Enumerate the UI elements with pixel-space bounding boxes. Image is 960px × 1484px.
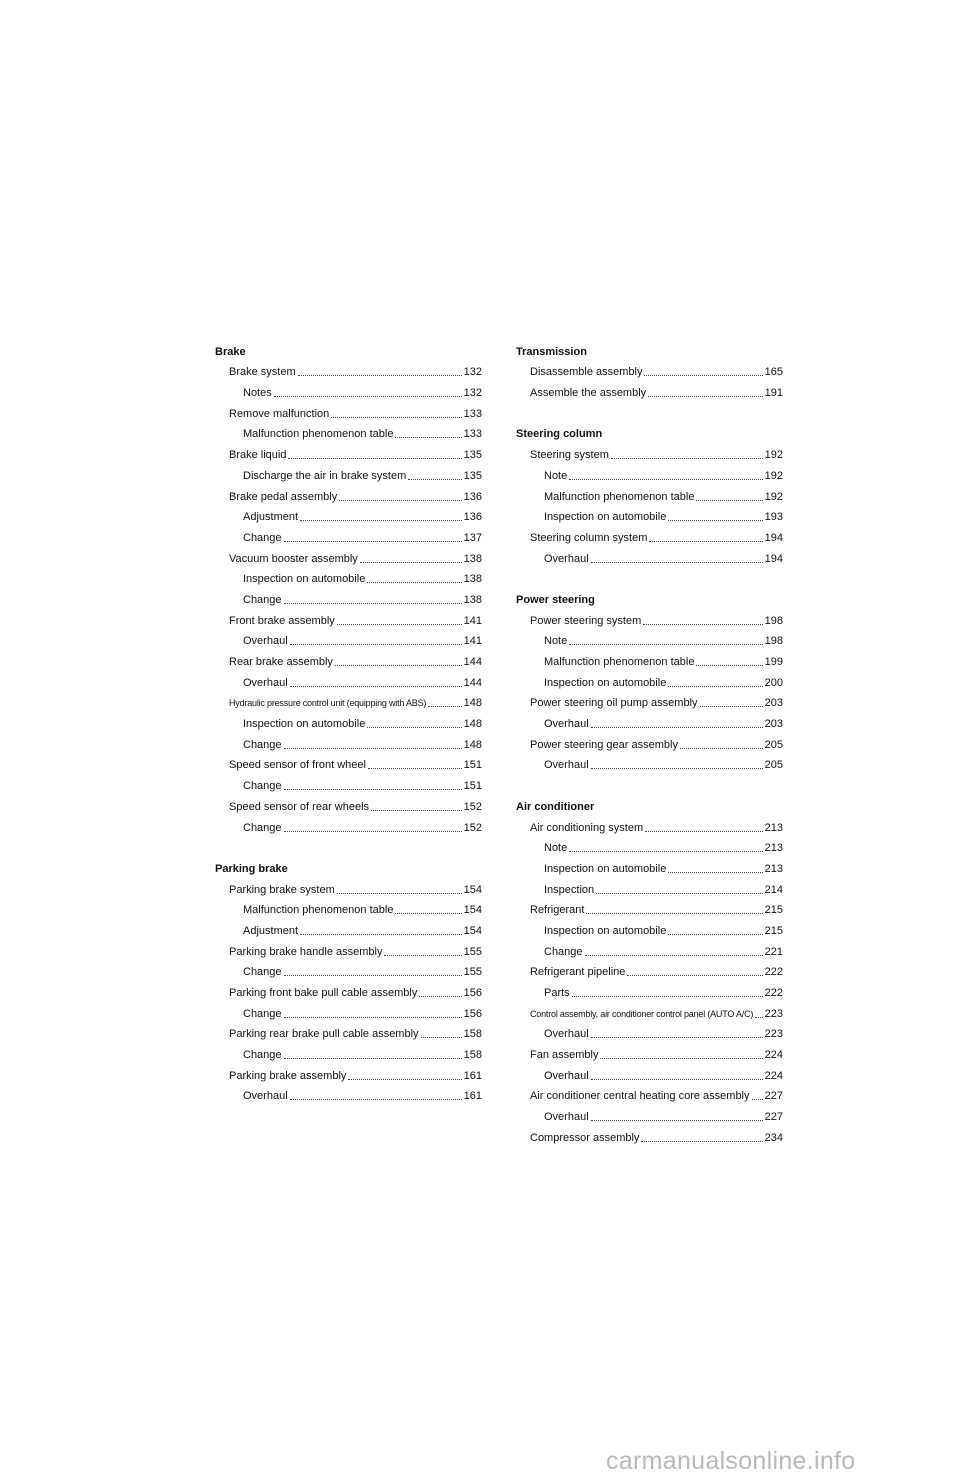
page-number: 213	[764, 821, 783, 834]
toc-entry	[516, 462, 783, 483]
dot-leader	[586, 912, 762, 914]
toc-entry	[516, 897, 783, 918]
toc-entry	[215, 1083, 482, 1104]
toc-entry	[215, 814, 482, 835]
page-number: 136	[463, 490, 482, 503]
entry-title: Compressor assembly	[530, 1131, 640, 1144]
toc-entry	[215, 710, 482, 731]
entry-title: Overhaul	[243, 676, 288, 689]
dot-leader	[300, 519, 462, 521]
entry-title: Overhaul	[243, 1090, 288, 1103]
entry-title: Parking rear brake pull cable assembly	[229, 1028, 419, 1041]
toc-entry	[215, 772, 482, 793]
toc-entry	[516, 545, 783, 566]
page-number: 203	[764, 697, 783, 710]
dot-leader	[591, 561, 763, 563]
page-number: 156	[463, 987, 482, 999]
toc-entry	[215, 607, 482, 628]
page-number: 227	[764, 1090, 783, 1103]
dot-leader	[348, 1078, 461, 1080]
page-number: 194	[764, 552, 783, 565]
toc-entry	[215, 441, 482, 462]
dot-leader	[300, 933, 462, 935]
toc-entry	[516, 855, 783, 876]
section-title: Brake	[215, 345, 246, 358]
entry-title: Inspection on automobile	[243, 573, 366, 586]
entry-title: Brake system	[229, 366, 296, 379]
dot-leader	[290, 1098, 462, 1100]
entry-title: Air conditioning system	[530, 821, 644, 834]
toc-entry	[516, 731, 783, 752]
toc-entry	[215, 752, 482, 773]
toc-section-heading	[516, 793, 783, 814]
entry-title: Change	[243, 780, 282, 793]
page-number: 199	[764, 656, 783, 668]
toc-entry	[215, 379, 482, 400]
page-number: 144	[463, 656, 482, 668]
page-number: 158	[463, 1049, 482, 1062]
toc-entry	[516, 1124, 783, 1145]
page-number: 192	[764, 490, 783, 503]
dot-leader	[649, 540, 762, 542]
entry-title: Parking brake assembly	[229, 1069, 347, 1082]
dot-leader	[611, 457, 763, 459]
toc-entry	[516, 959, 783, 980]
dot-leader	[591, 767, 763, 769]
spacer	[516, 566, 783, 587]
dot-leader	[288, 457, 461, 459]
toc-entry	[516, 607, 783, 628]
toc-entry	[516, 835, 783, 856]
page-number: 152	[463, 800, 482, 813]
toc-entry	[516, 669, 783, 690]
entry-title: Inspection on automobile	[544, 924, 667, 937]
entry-title: Hydraulic pressure control unit (equipping with ABS)	[229, 698, 427, 709]
toc-entry	[516, 1000, 783, 1021]
dot-leader	[284, 974, 462, 976]
entry-title: Vacuum booster assembly	[229, 552, 358, 565]
entry-title: Assemble the assembly	[530, 387, 647, 400]
dot-leader	[569, 643, 762, 645]
spacer	[215, 835, 482, 856]
page-number: 223	[764, 1028, 783, 1041]
toc-entry	[516, 814, 783, 835]
toc-entry	[215, 897, 482, 918]
page-number: 165	[764, 366, 783, 379]
toc-entry	[215, 545, 482, 566]
entry-title: Overhaul	[544, 759, 589, 772]
toc-entry	[516, 504, 783, 525]
page-number: 132	[463, 387, 482, 400]
page-number: 192	[764, 469, 783, 482]
entry-title: Refrigerant	[530, 904, 585, 917]
page-number: 154	[463, 883, 482, 896]
page-number: 192	[764, 449, 783, 462]
entry-title: Power steering oil pump assembly	[530, 697, 698, 710]
page-number: 132	[463, 366, 482, 379]
entry-title: Steering column system	[530, 531, 648, 544]
toc-entry	[516, 648, 783, 669]
entry-title: Change	[243, 966, 282, 979]
dot-leader	[752, 1098, 763, 1100]
page-number: 136	[463, 511, 482, 524]
entry-title: Note	[544, 469, 568, 482]
section-title: Steering column	[516, 428, 603, 441]
entry-title: Adjustment	[243, 511, 299, 524]
dot-leader	[668, 519, 762, 521]
toc-entry	[516, 1103, 783, 1124]
entry-title: Power steering gear assembly	[530, 738, 678, 751]
dot-leader	[585, 954, 763, 956]
entry-title: Malfunction phenomenon table	[544, 490, 695, 503]
dot-leader	[696, 664, 762, 666]
entry-title: Adjustment	[243, 924, 299, 937]
toc-section-heading	[215, 338, 482, 359]
dot-leader	[644, 374, 762, 376]
toc-entry	[516, 1041, 783, 1062]
toc-entry	[516, 1021, 783, 1042]
page-number: 151	[463, 780, 482, 793]
toc-entry	[516, 938, 783, 959]
toc-entry	[215, 504, 482, 525]
toc-entry	[215, 938, 482, 959]
page-number: 133	[463, 407, 482, 420]
dot-leader	[648, 395, 762, 397]
toc-entry	[516, 1083, 783, 1104]
dot-leader	[591, 1036, 763, 1038]
entry-title: Front brake assembly	[229, 614, 335, 627]
toc-entry	[215, 1000, 482, 1021]
dot-leader	[643, 623, 762, 625]
page-number: 151	[463, 759, 482, 772]
dot-leader	[284, 830, 462, 832]
toc-entry	[215, 524, 482, 545]
toc-entry	[516, 690, 783, 711]
entry-title: Brake liquid	[229, 449, 287, 462]
toc-entry	[215, 1021, 482, 1042]
toc-entry	[516, 379, 783, 400]
entry-title: Overhaul	[544, 552, 589, 565]
dot-leader	[596, 892, 762, 894]
page-number: 234	[764, 1131, 783, 1144]
entry-title: Disassemble assembly	[530, 366, 643, 379]
entry-title: Speed sensor of front wheel	[229, 759, 366, 772]
dot-leader	[680, 747, 763, 749]
spacer	[516, 772, 783, 793]
page-number: 193	[764, 511, 783, 524]
dot-leader	[572, 995, 763, 997]
toc-entry	[516, 483, 783, 504]
entry-title: Change	[243, 1007, 282, 1020]
toc-section-heading	[516, 586, 783, 607]
dot-leader	[668, 871, 762, 873]
dot-leader	[367, 726, 461, 728]
page-number: 215	[764, 924, 783, 937]
entry-title: Air conditioner central heating core assembly	[530, 1090, 750, 1103]
page-number: 155	[463, 966, 482, 979]
page-number: 141	[463, 614, 482, 627]
dot-leader	[395, 436, 461, 438]
page-number: 222	[764, 966, 783, 979]
toc-left-column	[215, 338, 482, 1103]
entry-title: Change	[243, 821, 282, 834]
page-number: 161	[463, 1069, 482, 1082]
page-number: 137	[463, 531, 482, 544]
dot-leader	[591, 1078, 763, 1080]
section-title: Power steering	[516, 593, 595, 606]
toc-entry	[215, 359, 482, 380]
toc-entry	[516, 1062, 783, 1083]
dot-leader	[284, 540, 462, 542]
dot-leader	[591, 726, 763, 728]
section-title: Parking brake	[215, 862, 288, 875]
page-number: 154	[463, 924, 482, 937]
page-number: 198	[764, 614, 783, 627]
dot-leader	[284, 1057, 462, 1059]
toc-entry	[516, 628, 783, 649]
dot-leader	[641, 1140, 762, 1142]
dot-leader	[668, 685, 762, 687]
dot-leader	[645, 830, 763, 832]
dot-leader	[331, 416, 461, 418]
page-number: 148	[463, 697, 482, 710]
entry-title: Refrigerant pipeline	[530, 966, 626, 979]
toc-entry	[516, 917, 783, 938]
page-number: 133	[463, 428, 482, 441]
dot-leader	[428, 705, 461, 707]
dot-leader	[368, 767, 462, 769]
dot-leader	[419, 995, 461, 997]
entry-title: Steering system	[530, 449, 609, 462]
dot-leader	[668, 933, 762, 935]
toc-entry	[215, 1041, 482, 1062]
entry-title: Note	[544, 635, 568, 648]
page-number: 148	[463, 718, 482, 731]
toc-entry	[215, 1062, 482, 1083]
toc-entry	[215, 876, 482, 897]
dot-leader	[367, 581, 461, 583]
entry-title: Parking brake system	[229, 883, 335, 896]
entry-title: Remove malfunction	[229, 407, 330, 420]
page-number: 194	[764, 531, 783, 544]
toc-entry	[215, 483, 482, 504]
dot-leader	[284, 788, 462, 790]
page-number: 214	[764, 883, 783, 896]
entry-title: Fan assembly	[530, 1049, 599, 1062]
toc-entry	[516, 979, 783, 1000]
entry-title: Overhaul	[544, 1028, 589, 1041]
toc-section-heading	[215, 855, 482, 876]
dot-leader	[284, 602, 462, 604]
toc-entry	[215, 669, 482, 690]
dot-leader	[290, 643, 462, 645]
page-number: 224	[764, 1069, 783, 1082]
toc-entry	[215, 959, 482, 980]
entry-title: Control assembly, air conditioner control panel (AUTO A/C)	[530, 1008, 754, 1019]
entry-title: Overhaul	[544, 718, 589, 731]
toc-entry	[215, 400, 482, 421]
dot-leader	[755, 1016, 762, 1018]
entry-title: Note	[544, 842, 568, 855]
page-number: 224	[764, 1049, 783, 1062]
dot-leader	[395, 912, 461, 914]
entry-title: Overhaul	[544, 1069, 589, 1082]
entry-title: Notes	[243, 387, 272, 400]
entry-title: Inspection	[544, 883, 595, 896]
entry-title: Parts	[544, 987, 570, 999]
entry-title: Malfunction phenomenon table	[544, 656, 695, 668]
page-number: 138	[463, 573, 482, 586]
page-number: 213	[764, 842, 783, 855]
page-number: 138	[463, 593, 482, 606]
page-number: 135	[463, 449, 482, 462]
watermark: carmanualsonline.info	[606, 1447, 856, 1475]
entry-title: Brake pedal assembly	[229, 490, 338, 503]
entry-title: Change	[243, 1049, 282, 1062]
page-number: 148	[463, 738, 482, 751]
toc-section-heading	[516, 338, 783, 359]
entry-title: Discharge the air in brake system	[243, 469, 407, 482]
entry-title: Overhaul	[544, 1111, 589, 1124]
page-number: 138	[463, 552, 482, 565]
dot-leader	[569, 850, 762, 852]
entry-title: Inspection on automobile	[544, 862, 667, 875]
dot-leader	[627, 974, 762, 976]
page-number: 227	[764, 1111, 783, 1124]
entry-title: Change	[243, 531, 282, 544]
dot-leader	[284, 747, 462, 749]
page-number: 141	[463, 635, 482, 648]
page-number: 205	[764, 759, 783, 772]
dot-leader	[335, 664, 462, 666]
toc-entry	[516, 752, 783, 773]
entry-title: Power steering system	[530, 614, 642, 627]
dot-leader	[337, 623, 462, 625]
section-title: Air conditioner	[516, 800, 595, 813]
dot-leader	[360, 561, 462, 563]
page-number: 198	[764, 635, 783, 648]
entry-title: Parking front bake pull cable assembly	[229, 987, 418, 999]
dot-leader	[384, 954, 461, 956]
page-number: 155	[463, 945, 482, 958]
toc-entry	[215, 462, 482, 483]
dot-leader	[696, 499, 762, 501]
entry-title: Malfunction phenomenon table	[243, 428, 394, 441]
entry-title: Change	[243, 738, 282, 751]
page-number: 152	[463, 821, 482, 834]
toc-entry	[215, 690, 482, 711]
toc-entry	[516, 876, 783, 897]
toc-entry	[516, 359, 783, 380]
entry-title: Change	[544, 945, 583, 958]
entry-title: Inspection on automobile	[544, 511, 667, 524]
toc-entry	[215, 793, 482, 814]
toc-entry	[215, 979, 482, 1000]
toc-entry	[516, 441, 783, 462]
page-number: 191	[764, 387, 783, 400]
entry-title: Change	[243, 593, 282, 606]
page-number: 222	[764, 987, 783, 999]
toc-right-column	[516, 338, 783, 1145]
section-title: Transmission	[516, 345, 587, 358]
toc-entry	[215, 917, 482, 938]
dot-leader	[408, 478, 461, 480]
dot-leader	[600, 1057, 762, 1059]
page-number: 215	[764, 904, 783, 917]
page-number: 158	[463, 1028, 482, 1041]
entry-title: Speed sensor of rear wheels	[229, 800, 370, 813]
page-number: 203	[764, 718, 783, 731]
toc-entry	[215, 586, 482, 607]
page-number: 135	[463, 469, 482, 482]
page-number: 144	[463, 676, 482, 689]
entry-title: Malfunction phenomenon table	[243, 904, 394, 917]
dot-leader	[339, 499, 461, 501]
page-number: 156	[463, 1007, 482, 1020]
dot-leader	[274, 395, 462, 397]
toc-entry	[215, 566, 482, 587]
page-number: 161	[463, 1090, 482, 1103]
entry-title: Overhaul	[243, 635, 288, 648]
dot-leader	[337, 892, 462, 894]
entry-title: Parking brake handle assembly	[229, 945, 383, 958]
dot-leader	[290, 685, 462, 687]
dot-leader	[371, 809, 462, 811]
page-number: 213	[764, 862, 783, 875]
toc-entry	[215, 648, 482, 669]
entry-title: Inspection on automobile	[544, 676, 667, 689]
entry-title: Rear brake assembly	[229, 656, 333, 668]
dot-leader	[591, 1119, 763, 1121]
spacer	[516, 400, 783, 421]
page-number: 221	[764, 945, 783, 958]
toc-entry	[215, 731, 482, 752]
toc-entry	[215, 421, 482, 442]
toc-entry	[215, 628, 482, 649]
dot-leader	[569, 478, 762, 480]
toc-section-heading	[516, 421, 783, 442]
dot-leader	[284, 1016, 462, 1018]
page-number: 154	[463, 904, 482, 917]
toc-entry	[516, 710, 783, 731]
dot-leader	[700, 705, 763, 707]
page-number: 205	[764, 738, 783, 751]
page-number: 223	[764, 1007, 783, 1020]
entry-title: Inspection on automobile	[243, 718, 366, 731]
dot-leader	[421, 1036, 462, 1038]
page-number: 200	[764, 676, 783, 689]
toc-entry	[516, 524, 783, 545]
dot-leader	[298, 374, 462, 376]
